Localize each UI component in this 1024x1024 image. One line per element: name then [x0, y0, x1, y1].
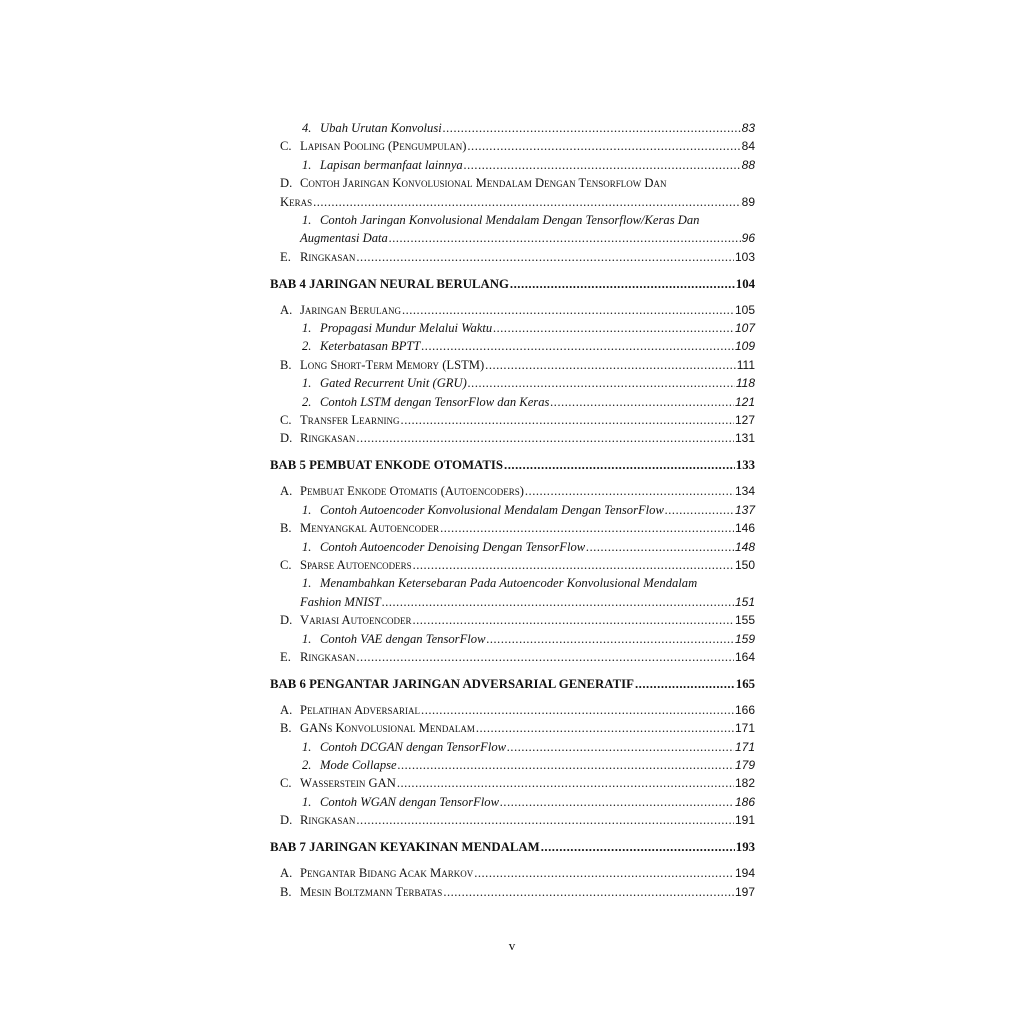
entry-page: 194	[734, 866, 755, 881]
entry-page: 166	[734, 702, 755, 717]
toc-entry-sub[interactable]	[270, 793, 755, 811]
entry-number: D.	[280, 813, 293, 828]
leader-dots	[510, 275, 735, 293]
entry-number: 1.	[302, 502, 312, 517]
toc-entry-sub[interactable]	[270, 756, 755, 774]
entry-page: 134	[734, 484, 755, 499]
entry-title: Ringkasan	[300, 431, 356, 446]
entry-title: Ringkasan	[300, 649, 356, 664]
entry-title: Pengantar Bidang Acak Markov	[300, 866, 474, 881]
entry-number: 1.	[302, 212, 312, 227]
leader-dots	[356, 429, 734, 447]
toc-entry-sub[interactable]	[270, 374, 755, 392]
entry-title: Contoh Autoencoder Konvolusional Mendalam Dengan TensorFlow	[320, 502, 664, 517]
entry-number: 1.	[302, 321, 312, 336]
leader-dots	[413, 556, 734, 574]
leader-dots	[402, 301, 734, 319]
leader-dots	[440, 519, 734, 537]
entry-page: 151	[734, 594, 755, 609]
entry-title-continuation: Fashion MNIST	[300, 594, 381, 609]
leader-dots	[474, 864, 734, 882]
toc-entry-chapter[interactable]	[270, 838, 755, 856]
leader-dots	[665, 501, 734, 519]
entry-title: Mesin Boltzmann Terbatas	[300, 884, 443, 899]
entry-title: Sparse Autoencoders	[300, 557, 412, 572]
entry-page: 127	[734, 413, 755, 428]
entry-number: C.	[280, 557, 292, 572]
leader-dots	[541, 838, 735, 856]
entry-number: 4.	[302, 121, 312, 135]
entry-number: D.	[280, 176, 293, 191]
toc-entry-sub[interactable]	[270, 156, 755, 174]
entry-title: BAB 4 JARINGAN NEURAL BERULANG	[270, 276, 509, 291]
entry-title: Menyangkal Autoencoder	[300, 521, 440, 536]
leader-dots	[486, 630, 733, 648]
toc-entry-section[interactable]	[270, 701, 755, 719]
entry-title: Jaringan Berulang	[300, 302, 401, 317]
toc-entry-section[interactable]	[270, 429, 755, 447]
entry-title: Propagasi Mundur Melalui Waktu	[320, 321, 493, 336]
entry-page: 191	[734, 813, 755, 828]
entry-page: 109	[734, 339, 755, 354]
entry-title: BAB 6 PENGANTAR JARINGAN ADVERSARIAL GENERATIF	[270, 676, 634, 691]
leader-dots	[500, 793, 734, 811]
entry-page: 179	[734, 758, 755, 773]
toc-entry-continuation[interactable]	[270, 593, 755, 611]
toc-entry-chapter[interactable]	[270, 456, 755, 474]
entry-title: Transfer Learning	[300, 413, 400, 428]
toc-entry-section[interactable]	[270, 883, 755, 901]
toc-entry-section[interactable]	[270, 864, 755, 882]
entry-number: 2.	[302, 394, 312, 409]
entry-page: 155	[734, 613, 755, 628]
entry-page: 118	[735, 376, 755, 391]
entry-page: 171	[734, 739, 755, 754]
entry-number: B.	[280, 884, 292, 899]
entry-page: 171	[734, 721, 755, 736]
leader-dots	[382, 593, 734, 611]
toc-entry-section[interactable]	[270, 356, 755, 374]
entry-number: 1.	[302, 739, 312, 754]
leader-dots	[401, 411, 734, 429]
entry-title-continuation: Augmentasi Data	[300, 231, 388, 246]
toc-entry-chapter[interactable]	[270, 275, 755, 293]
leader-dots	[485, 356, 736, 374]
entry-number: A.	[280, 484, 293, 499]
toc-entry-sub[interactable]	[270, 211, 755, 229]
entry-title: Ringkasan	[300, 813, 356, 828]
leader-dots	[421, 337, 734, 355]
entry-page: 133	[735, 458, 755, 473]
toc-entry-section[interactable]	[270, 482, 755, 500]
entry-page: 107	[734, 321, 755, 336]
entry-title: Keterbatasan BPTT	[320, 339, 421, 354]
entry-number: 1.	[302, 631, 312, 646]
toc-entry-sub[interactable]	[270, 538, 755, 556]
entry-number: A.	[280, 866, 293, 881]
entry-title: Lapisan Pooling (Pengumpulan)	[300, 139, 467, 154]
leader-dots	[356, 811, 734, 829]
entry-title: Contoh VAE dengan TensorFlow	[320, 631, 486, 646]
entry-page: 137	[734, 502, 755, 517]
entry-number: 2.	[302, 339, 312, 354]
leader-dots	[493, 319, 734, 337]
leader-dots	[525, 482, 734, 500]
toc-entry-section[interactable]	[270, 248, 755, 266]
entry-number: A.	[280, 302, 293, 317]
entry-page: 131	[734, 431, 755, 446]
leader-dots	[412, 611, 733, 629]
entry-page: 197	[734, 884, 755, 899]
toc-entry-section[interactable]	[270, 611, 755, 629]
leader-dots	[507, 738, 734, 756]
toc-entry-sub[interactable]	[270, 501, 755, 519]
entry-number: E.	[280, 249, 291, 264]
entry-page: 146	[734, 521, 755, 536]
leader-dots	[356, 248, 734, 266]
entry-page: 103	[734, 249, 755, 264]
entry-title: Wasserstein GAN	[300, 776, 396, 791]
entry-number: B.	[280, 521, 292, 536]
entry-title: BAB 7 JARINGAN KEYAKINAN MENDALAM	[270, 840, 540, 855]
entry-number: A.	[280, 702, 293, 717]
toc-entry-sub[interactable]	[270, 574, 755, 592]
entry-title: Contoh LSTM dengan TensorFlow dan Keras	[320, 394, 550, 409]
entry-title: Contoh WGAN dengan TensorFlow	[320, 794, 500, 809]
entry-page: 84	[741, 139, 755, 154]
toc-entry-section[interactable]	[270, 137, 755, 155]
entry-title: Ubah Urutan Konvolusi	[320, 121, 442, 135]
toc-entry-section[interactable]	[270, 411, 755, 429]
entry-page: 96	[741, 231, 755, 246]
toc-entry-sub[interactable]	[270, 319, 755, 337]
toc-entry-section[interactable]	[270, 519, 755, 537]
toc-entry-section[interactable]	[270, 556, 755, 574]
entry-page: 150	[734, 557, 755, 572]
leader-dots	[443, 119, 741, 137]
entry-number: C.	[280, 413, 292, 428]
leader-dots	[586, 538, 734, 556]
entry-page: 89	[741, 194, 755, 209]
leader-dots	[464, 156, 741, 174]
toc-entry-sub[interactable]	[270, 738, 755, 756]
toc-entry-chapter[interactable]	[270, 675, 755, 693]
leader-dots	[313, 193, 741, 211]
entry-title: Contoh Jaringan Konvolusional Mendalam Dengan Tensorflow/Keras Dan	[320, 212, 700, 227]
toc-entry-section[interactable]	[270, 774, 755, 792]
entry-page: 193	[735, 840, 755, 855]
leader-dots	[550, 393, 734, 411]
entry-page: 88	[741, 157, 755, 172]
toc-entry-section[interactable]	[270, 719, 755, 737]
entry-title: BAB 5 PEMBUAT ENKODE OTOMATIS	[270, 458, 503, 473]
leader-dots	[467, 137, 740, 155]
entry-page: 165	[735, 676, 755, 691]
entry-number: 1.	[302, 794, 312, 809]
entry-number: 1.	[302, 539, 312, 554]
entry-title: Menambahkan Ketersebaran Pada Autoencoder Konvolusional Mendalam	[320, 576, 698, 591]
leader-dots	[635, 675, 735, 693]
leader-dots	[421, 701, 734, 719]
leader-dots	[504, 456, 735, 474]
entry-number: 2.	[302, 758, 312, 773]
entry-page: 104	[735, 276, 755, 291]
entry-number: D.	[280, 613, 293, 628]
entry-number: 1.	[302, 157, 312, 172]
entry-title: GANs Konvolusional Mendalam	[300, 721, 475, 736]
entry-title: Pelatihan Adversarial	[300, 702, 421, 717]
leader-dots	[468, 374, 735, 392]
leader-dots	[389, 229, 741, 247]
entry-title: Lapisan bermanfaat lainnya	[320, 157, 463, 172]
entry-title: Ringkasan	[300, 249, 356, 264]
entry-page: 182	[734, 776, 755, 791]
entry-title: Contoh DCGAN dengan TensorFlow	[320, 739, 507, 754]
entry-page: 159	[734, 631, 755, 646]
leader-dots	[398, 756, 734, 774]
entry-number: B.	[280, 357, 292, 372]
entry-page: 186	[734, 794, 755, 809]
entry-title: Long Short-Term Memory (LSTM)	[300, 357, 485, 372]
entry-number: B.	[280, 721, 292, 736]
toc-entry-section[interactable]	[270, 174, 755, 192]
entry-title: Pembuat Enkode Otomatis (Autoencoders)	[300, 484, 524, 499]
entry-title: Contoh Autoencoder Denoising Dengan TensorFlow	[320, 539, 586, 554]
toc-entry-section[interactable]	[270, 648, 755, 666]
entry-page: 164	[734, 649, 755, 664]
page-number: v	[508, 938, 516, 953]
entry-page: 121	[734, 394, 755, 409]
entry-title-continuation: Keras	[280, 194, 313, 209]
toc-entry-section[interactable]	[270, 811, 755, 829]
entry-page: 111	[736, 357, 755, 372]
entry-number: C.	[280, 139, 292, 154]
toc-entry-sub[interactable]	[270, 630, 755, 648]
entry-title: Variasi Autoencoder	[300, 613, 412, 628]
leader-dots	[476, 719, 734, 737]
entry-page: 148	[734, 539, 755, 554]
table-of-contents	[270, 119, 755, 901]
entry-page: 83	[741, 121, 755, 135]
entry-number: C.	[280, 776, 292, 791]
entry-number: D.	[280, 431, 293, 446]
toc-entry-sub[interactable]	[270, 393, 755, 411]
leader-dots	[443, 883, 734, 901]
entry-title: Contoh Jaringan Konvolusional Mendalam Dengan Tensorflow Dan	[300, 176, 667, 191]
leader-dots	[397, 774, 734, 792]
leader-dots	[356, 648, 734, 666]
entry-number: 1.	[302, 376, 312, 391]
toc-entry-continuation[interactable]	[270, 193, 755, 211]
toc-entry-section[interactable]	[270, 301, 755, 319]
entry-number: 1.	[302, 576, 312, 591]
entry-number: E.	[280, 649, 291, 664]
toc-entry-sub[interactable]	[270, 337, 755, 355]
entry-title: Mode Collapse	[320, 758, 397, 773]
entry-title: Gated Recurrent Unit (GRU)	[320, 376, 467, 391]
toc-entry-continuation[interactable]	[270, 229, 755, 247]
toc-entry-sub[interactable]	[270, 119, 755, 137]
entry-page: 105	[734, 302, 755, 317]
